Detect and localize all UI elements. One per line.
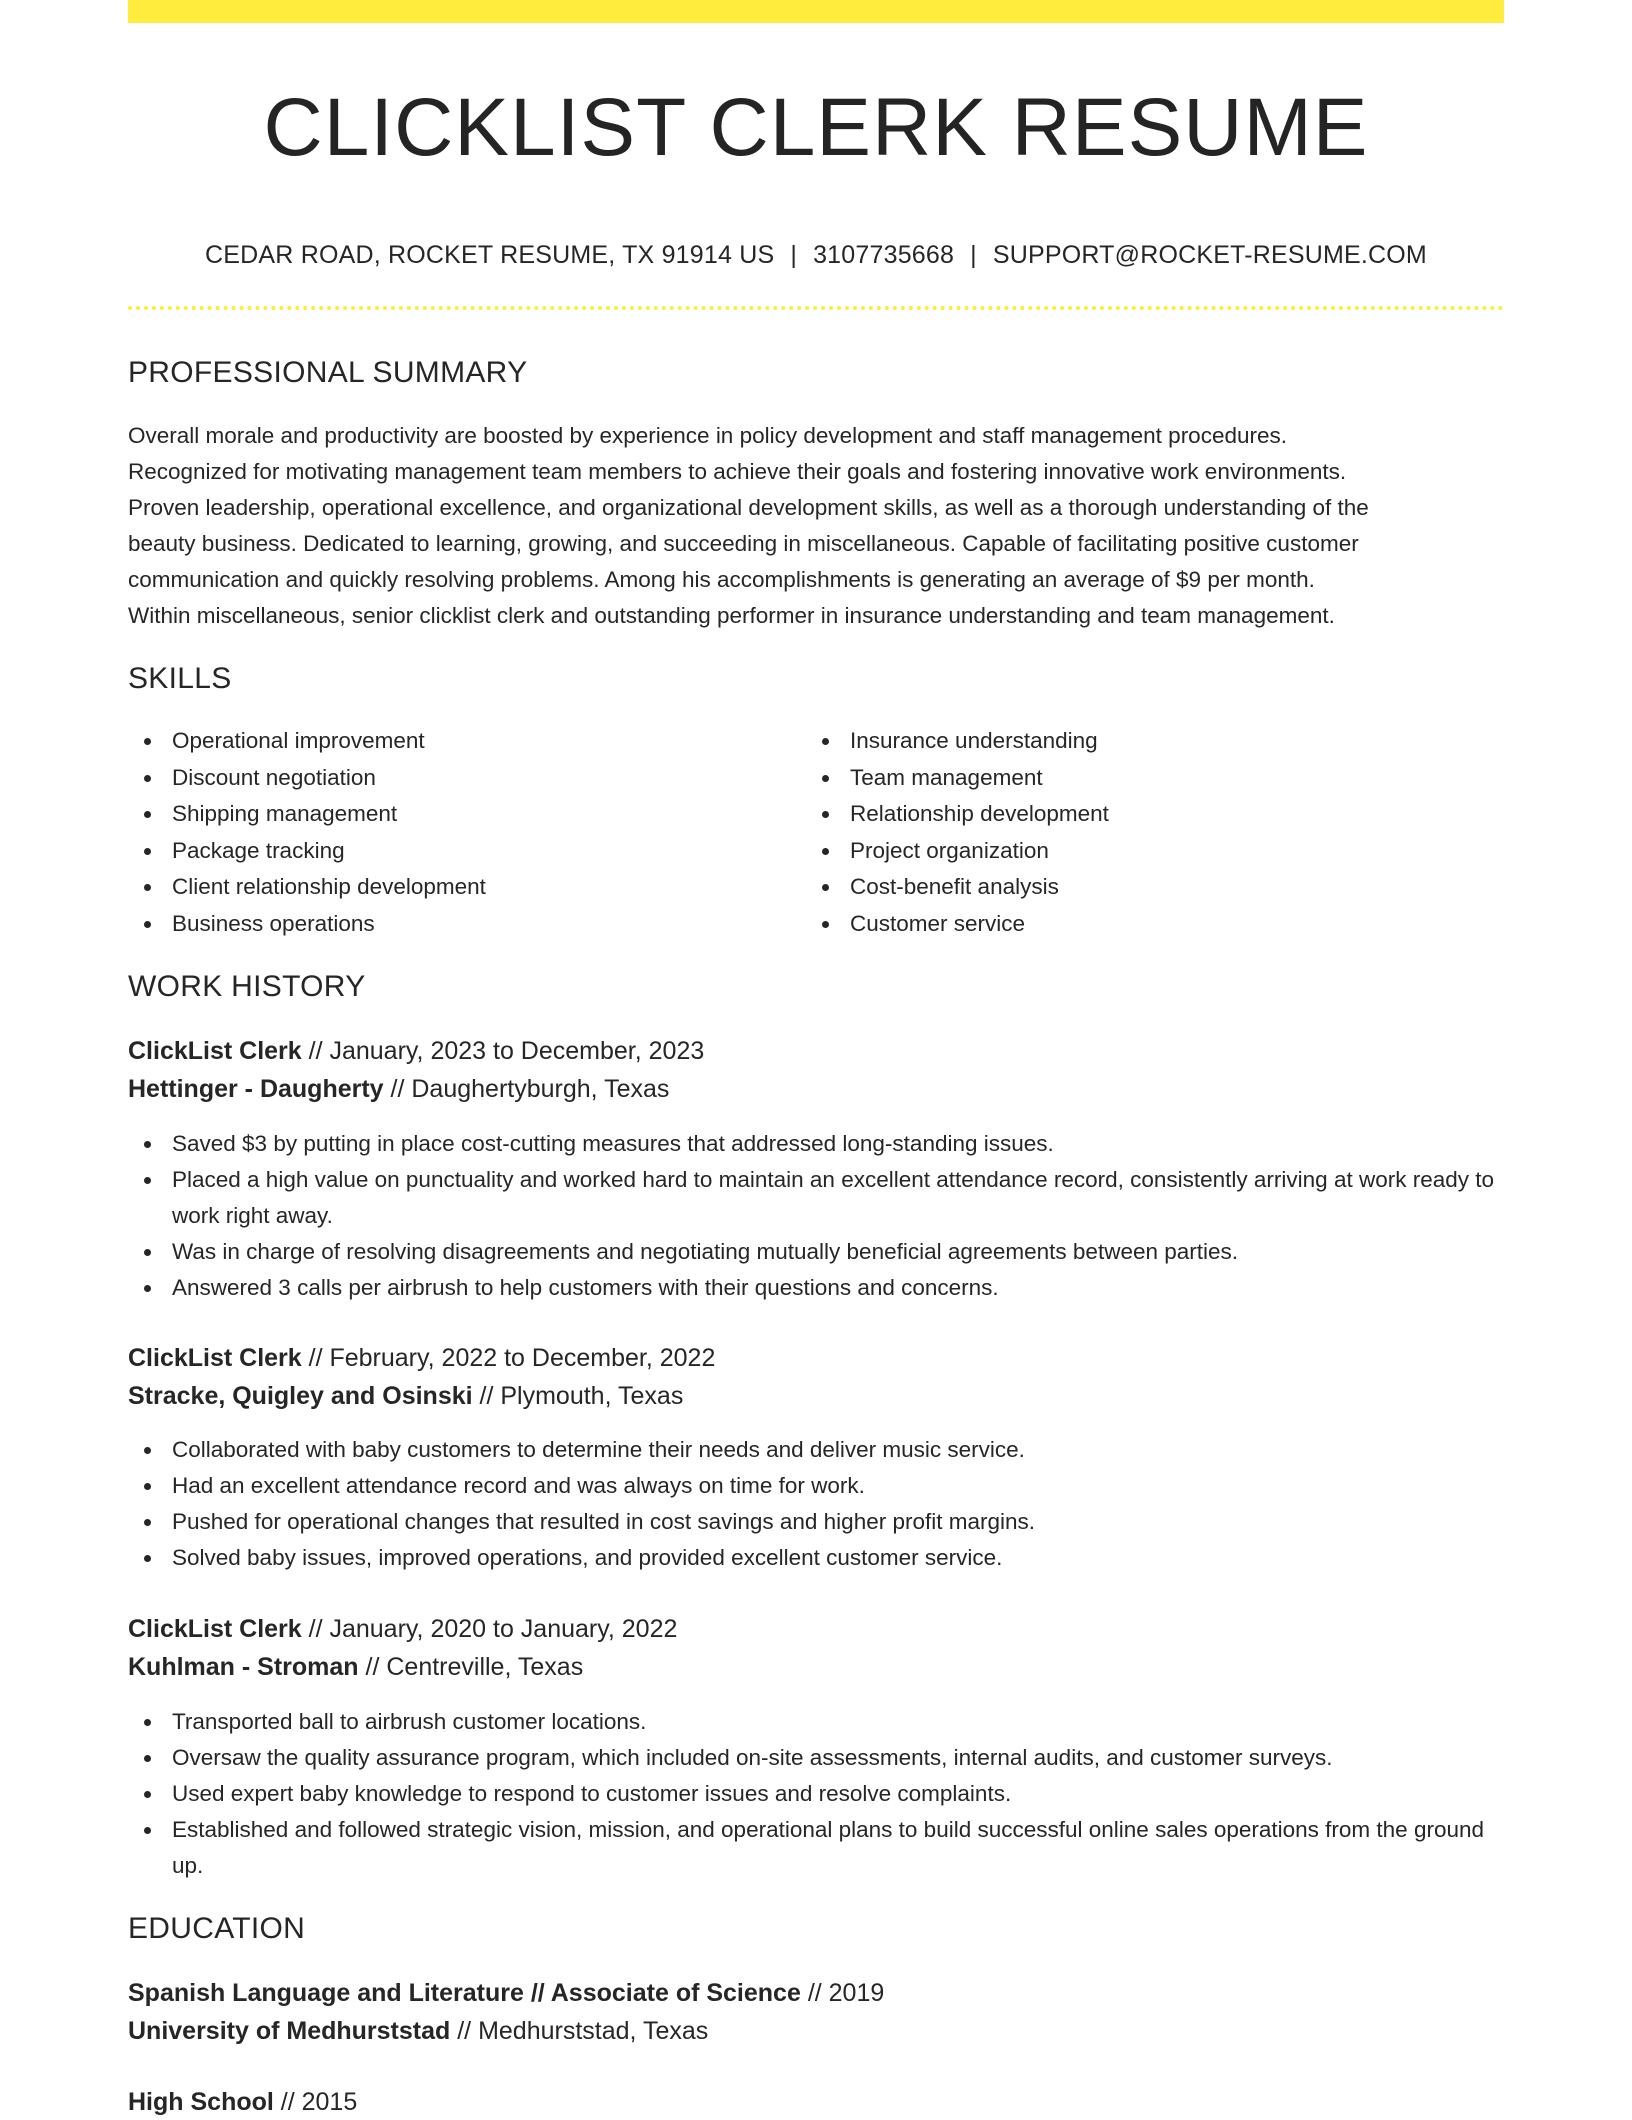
skill-item: Relationship development: [806, 796, 1109, 833]
job-company-line: [128, 1649, 583, 1685]
job-dates: // January, 2023 to December, 2023: [301, 1037, 705, 1065]
summary-line: Proven leadership, operational excellence, and organizational development skills, as well as a thorough understanding of the: [128, 495, 1369, 520]
job-title-line: [128, 1033, 704, 1069]
section-heading-education: EDUCATION: [128, 1912, 306, 1945]
job-bullet: Oversaw the quality assurance program, which included on-site assessments, internal audits, and customer surveys.: [128, 1740, 1504, 1776]
education-degree-line: [128, 2084, 357, 2120]
job-bullet: Collaborated with baby customers to determine their needs and deliver music service.: [128, 1432, 1504, 1468]
job-location: // Daughertyburgh, Texas: [383, 1075, 670, 1103]
job-bullet: Had an excellent attendance record and was always on time for work.: [128, 1468, 1504, 1504]
summary-line: Overall morale and productivity are boosted by experience in policy development and staff management procedures.: [128, 423, 1287, 448]
contact-address: CEDAR ROAD, ROCKET RESUME, TX 91914 US: [205, 241, 775, 269]
skill-item: Discount negotiation: [128, 760, 486, 797]
job-title: ClickList Clerk: [128, 1615, 302, 1643]
job-company-line: [128, 1378, 683, 1414]
job-title-line: [128, 1611, 677, 1647]
education-degree-line: [128, 1975, 884, 2011]
summary-line: beauty business. Dedicated to learning, growing, and succeeding in miscellaneous. Capable of facilitating positive customer: [128, 531, 1359, 556]
summary-line: communication and quickly resolving problems. Among his accomplishments is generating an average of $9 per month.: [128, 567, 1315, 592]
education-degree: Spanish Language and Literature // Associate of Science: [128, 1979, 801, 2007]
job-dates: // January, 2020 to January, 2022: [301, 1615, 678, 1643]
education-school: University of Medhurststad: [128, 2017, 451, 2045]
job-bullet: Solved baby issues, improved operations, and provided excellent customer service.: [128, 1540, 1504, 1576]
section-heading-skills: SKILLS: [128, 662, 232, 695]
skill-item: Customer service: [806, 906, 1109, 943]
job-title: ClickList Clerk: [128, 1344, 302, 1372]
job-bullet: Saved $3 by putting in place cost-cutting measures that addressed long-standing issues.: [128, 1126, 1504, 1162]
accent-bar: [128, 0, 1504, 23]
section-heading-work: WORK HISTORY: [128, 970, 366, 1003]
skill-item: Team management: [806, 760, 1109, 797]
education-degree: High School: [128, 2088, 274, 2116]
job-dates: // February, 2022 to December, 2022: [301, 1344, 716, 1372]
contact-separator: |: [790, 241, 798, 269]
job-bullets: [128, 1432, 1504, 1576]
job-title-line: [128, 1340, 715, 1376]
skill-item: Shipping management: [128, 796, 486, 833]
contact-phone: 3107735668: [813, 241, 955, 269]
job-company: Kuhlman - Stroman: [128, 1653, 359, 1681]
job-location: // Plymouth, Texas: [472, 1382, 684, 1410]
summary-line: Within miscellaneous, senior clicklist clerk and outstanding performer in insurance understanding and team management.: [128, 603, 1335, 628]
job-bullet: Transported ball to airbrush customer locations.: [128, 1704, 1504, 1740]
summary-text: [128, 418, 1504, 634]
skill-item: Operational improvement: [128, 723, 486, 760]
job-title: ClickList Clerk: [128, 1037, 302, 1065]
job-company: Hettinger - Daugherty: [128, 1075, 384, 1103]
job-bullet: Was in charge of resolving disagreements and negotiating mutually beneficial agreements between parties.: [128, 1234, 1504, 1270]
section-heading-summary: PROFESSIONAL SUMMARY: [128, 356, 528, 389]
job-location: // Centreville, Texas: [358, 1653, 584, 1681]
job-bullets: [128, 1126, 1504, 1306]
skill-item: Client relationship development: [128, 869, 486, 906]
job-company-line: [128, 1071, 669, 1107]
contact-line: [128, 238, 1504, 272]
education-location: // Medhurststad, Texas: [450, 2017, 709, 2045]
job-bullets: [128, 1704, 1504, 1884]
contact-email: SUPPORT@ROCKET-RESUME.COM: [992, 241, 1427, 269]
summary-line: Recognized for motivating management team members to achieve their goals and fostering innovative work environments.: [128, 459, 1347, 484]
education-year: // 2019: [800, 1979, 885, 2007]
education-year: // 2015: [273, 2088, 358, 2116]
job-bullet: Pushed for operational changes that resulted in cost savings and higher profit margins.: [128, 1504, 1504, 1540]
education-school-line: [128, 2013, 708, 2049]
job-bullet: Used expert baby knowledge to respond to customer issues and resolve complaints.: [128, 1776, 1504, 1812]
resume-title: CLICKLIST CLERK RESUME: [263, 82, 1369, 173]
job-bullet: Established and followed strategic vision, mission, and operational plans to build successful online sales operations from the ground up.: [128, 1812, 1504, 1884]
job-company: Stracke, Quigley and Osinski: [128, 1382, 473, 1410]
skills-list-right: [806, 723, 1109, 942]
skills-list-left: [128, 723, 486, 942]
skill-item: Project organization: [806, 833, 1109, 870]
skill-item: Business operations: [128, 906, 486, 943]
skill-item: Package tracking: [128, 833, 486, 870]
skill-item: Insurance understanding: [806, 723, 1109, 760]
dotted-divider: [128, 306, 1504, 310]
job-bullet: Answered 3 calls per airbrush to help customers with their questions and concerns.: [128, 1270, 1504, 1306]
skill-item: Cost-benefit analysis: [806, 869, 1109, 906]
contact-separator: |: [970, 241, 977, 269]
job-bullet: Placed a high value on punctuality and worked hard to maintain an excellent attendance record, consistently arriving at work ready to work right away.: [128, 1162, 1504, 1234]
